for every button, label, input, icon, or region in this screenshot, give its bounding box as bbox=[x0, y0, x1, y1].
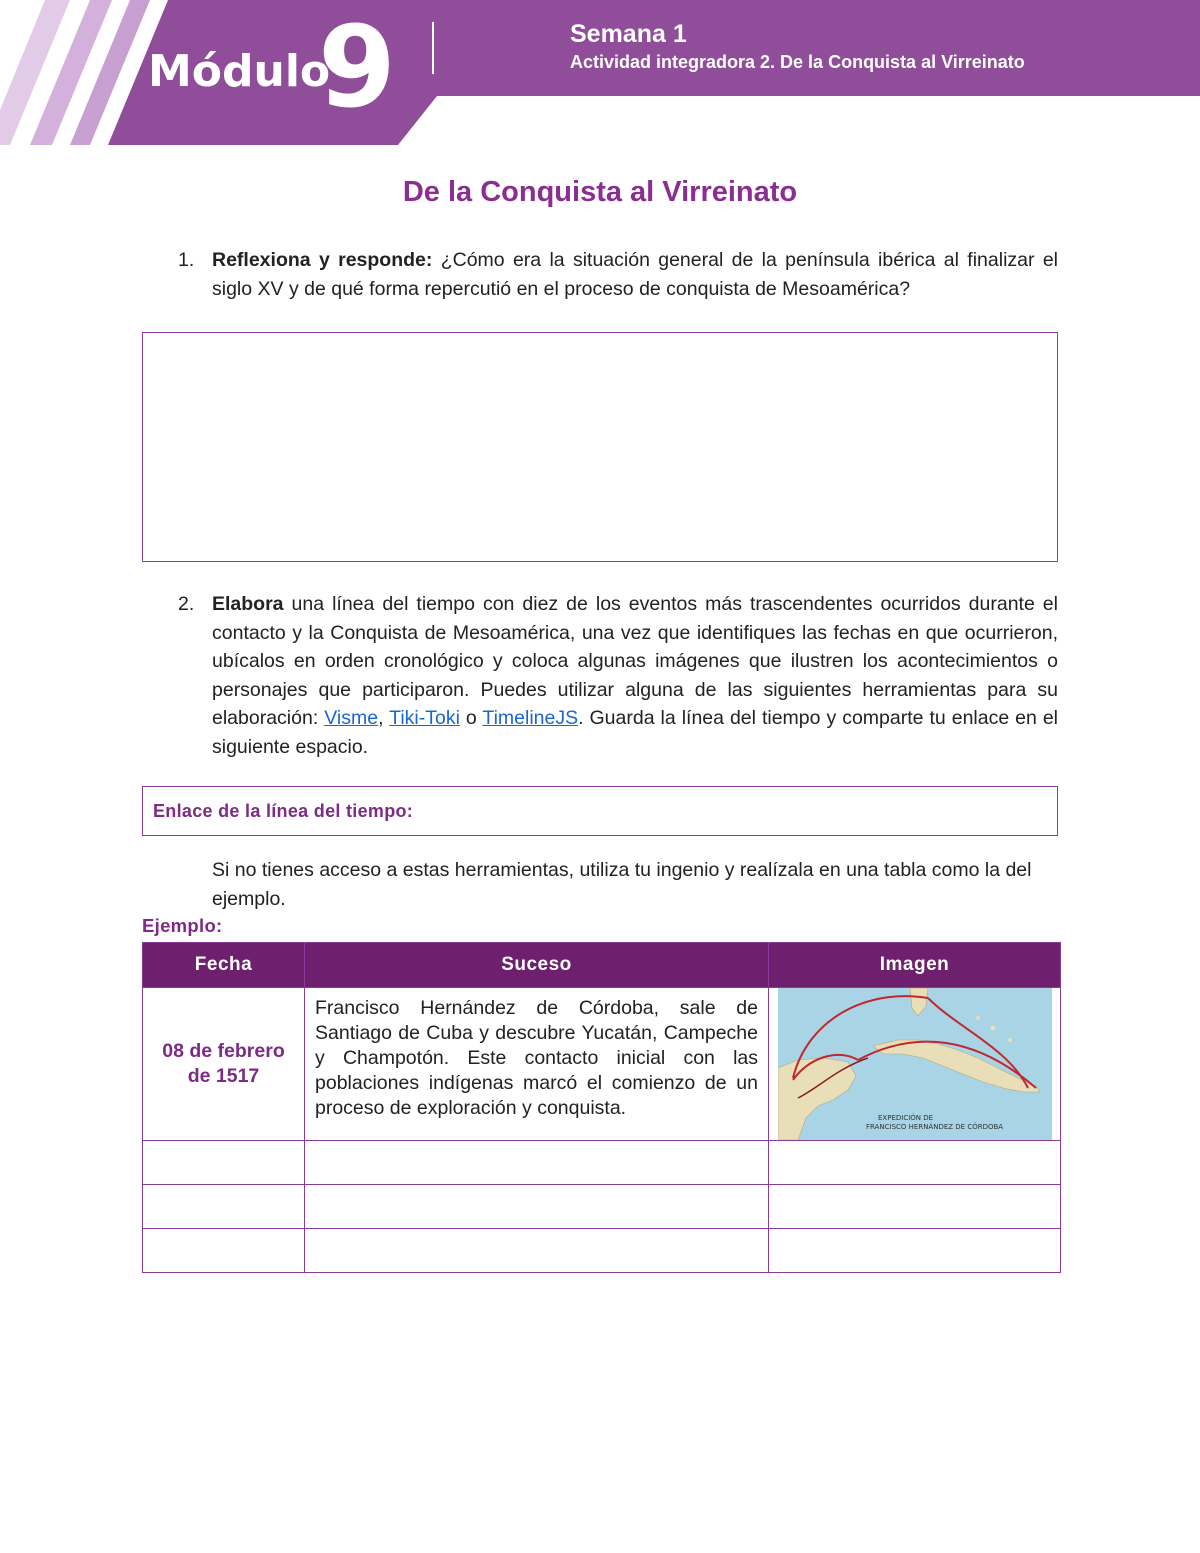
timeline-link-label: Enlace de la línea del tiempo: bbox=[153, 800, 414, 821]
example-image-cell bbox=[769, 988, 1061, 1141]
page-title: De la Conquista al Virreinato bbox=[402, 176, 798, 208]
table-row bbox=[143, 988, 1061, 1141]
timeline-table bbox=[142, 942, 1061, 1273]
question-1 bbox=[178, 246, 1058, 303]
table-header-row bbox=[143, 943, 1061, 988]
empty-event-cell[interactable] bbox=[305, 1185, 769, 1229]
header-event: Suceso bbox=[305, 943, 769, 988]
svg-text:EXPEDICIÓN DE: EXPEDICIÓN DE bbox=[877, 1114, 933, 1122]
visme-link[interactable]: Visme bbox=[324, 707, 379, 729]
question-2-bold: Elabora bbox=[212, 593, 284, 615]
svg-text:FRANCISCO HERNÁNDEZ DE CÓRDOBA: FRANCISCO HERNÁNDEZ DE CÓRDOBA bbox=[865, 1123, 1003, 1131]
empty-event-cell[interactable] bbox=[305, 1229, 769, 1273]
header-date: Fecha bbox=[143, 943, 305, 988]
link-separator-2: o bbox=[459, 707, 483, 729]
example-date bbox=[143, 988, 305, 1141]
table-row bbox=[143, 1229, 1061, 1273]
empty-date-cell[interactable] bbox=[143, 1185, 305, 1229]
question-2-text-a: una línea del tiempo con diez de los eventos más trascendentes ocurridos durante el contacto y la Conquista de Mesoamérica, una vez que identifiques las fechas en que ocurrieron, ubícalos en orden cronológico y coloca algunas imágenes que ilustren los acontecimientos o personajes que participaron. Puedes utilizar alguna de las siguientes herramientas para su elaboración: bbox=[212, 593, 1058, 729]
module-label: Módulo bbox=[148, 46, 331, 97]
question-2-number: 2. bbox=[178, 593, 195, 615]
module-number: 9 bbox=[318, 3, 396, 133]
example-event: Francisco Hernández de Córdoba, sale de Santiago de Cuba y descubre Yucatán, Campeche y Champotón. Este contacto inicial con las poblaciones indígenas marcó el comienzo de un proceso de exploración y conquista. bbox=[305, 988, 769, 1141]
link-separator-1: , bbox=[378, 707, 390, 729]
empty-image-cell[interactable] bbox=[769, 1229, 1061, 1273]
header-banner bbox=[0, 0, 1200, 145]
empty-image-cell[interactable] bbox=[769, 1141, 1061, 1185]
question-1-bold: Reflexiona y responde: bbox=[212, 249, 433, 271]
example-label: Ejemplo: bbox=[142, 915, 223, 936]
question-1-text: ¿Cómo era la situación general de la península ibérica al finalizar el siglo XV y de qué forma repercutió en el proceso de conquista de Mesoamérica? bbox=[212, 249, 1058, 300]
header-image: Imagen bbox=[769, 943, 1061, 988]
answer-1-box[interactable] bbox=[142, 332, 1058, 562]
empty-date-cell[interactable] bbox=[143, 1229, 305, 1273]
expedition-map-image bbox=[778, 988, 1052, 1140]
empty-image-cell[interactable] bbox=[769, 1185, 1061, 1229]
week-label: Semana 1 bbox=[570, 20, 687, 48]
banner-divider bbox=[432, 22, 434, 74]
question-2-text-b: . Guarda la línea del tiempo y comparte tu enlace en el siguiente espacio. bbox=[212, 707, 1059, 758]
timeline-link-box[interactable] bbox=[142, 786, 1058, 836]
tiki-toki-link[interactable]: Tiki-Toki bbox=[389, 707, 460, 729]
empty-event-cell[interactable] bbox=[305, 1141, 769, 1185]
question-1-number: 1. bbox=[178, 249, 195, 271]
table-row bbox=[143, 1185, 1061, 1229]
timelinejs-link[interactable]: TimelineJS bbox=[482, 707, 579, 729]
activity-title: Actividad integradora 2. De la Conquista al Virreinato bbox=[570, 52, 1025, 72]
table-row bbox=[143, 1141, 1061, 1185]
empty-date-cell[interactable] bbox=[143, 1141, 305, 1185]
alternative-note: Si no tienes acceso a estas herramientas, utiliza tu ingenio y realízala en una tabla como la del ejemplo. bbox=[212, 859, 1032, 910]
example-date-text: 08 de febrero de 1517 bbox=[162, 1040, 285, 1087]
question-2 bbox=[178, 590, 1059, 761]
